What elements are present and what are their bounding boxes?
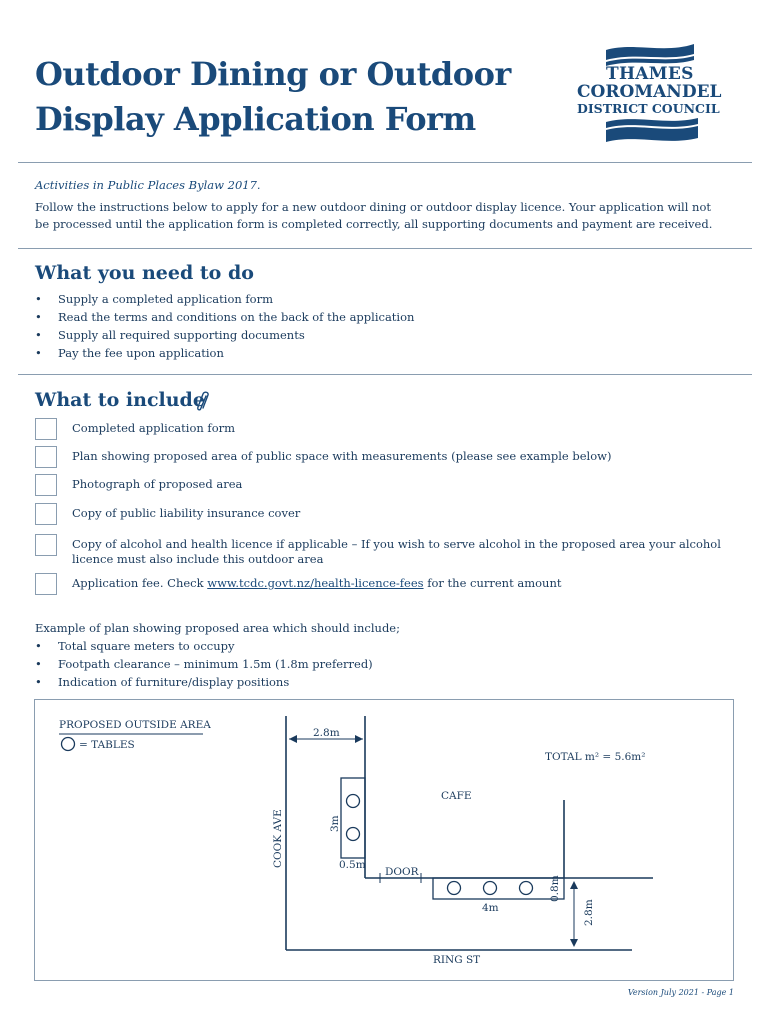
- checkbox-label: Plan showing proposed area of public space with measurements (please see example below): [72, 449, 612, 463]
- council-logo: [574, 40, 736, 146]
- legend-tables: = TABLES: [79, 739, 135, 751]
- section-heading-what-to-do: What you need to do: [35, 262, 254, 284]
- table-circle-icon: [448, 882, 461, 895]
- logo-text-thames: THAMES: [606, 64, 694, 84]
- list-item: • Supply a completed application form: [35, 290, 414, 308]
- logo-text-council: DISTRICT COUNCIL: [577, 101, 720, 116]
- dimension-3m: 3m: [329, 815, 341, 832]
- checkbox-label: Photograph of proposed area: [72, 477, 243, 491]
- divider: [18, 248, 752, 249]
- list-item: • Total square meters to occupy: [35, 637, 373, 655]
- table-circle-icon: [484, 882, 497, 895]
- paperclip-icon: [196, 390, 210, 414]
- table-circle-icon: [520, 882, 533, 895]
- example-list: [35, 637, 373, 691]
- arrow-down-icon: [570, 939, 578, 947]
- list-item: • Pay the fee upon application: [35, 344, 414, 362]
- list-item: • Footpath clearance – minimum 1.5m (1.8m preferred): [35, 655, 373, 673]
- section-heading-what-to-include: What to include: [35, 389, 205, 411]
- what-to-do-list: [35, 290, 414, 362]
- dimension-top: 2.8m: [313, 727, 340, 739]
- arrow-up-icon: [570, 881, 578, 889]
- dimension-0-5m: 0.5m: [339, 859, 366, 871]
- checkbox-label: [72, 576, 762, 591]
- arrow-right-icon: [355, 735, 363, 743]
- checkbox-label: Copy of public liability insurance cover: [72, 506, 301, 520]
- fee-label-pre: Application fee. Check: [72, 576, 208, 590]
- dimension-0-8m: 0.8m: [549, 875, 561, 902]
- checkbox[interactable]: [35, 446, 57, 468]
- checkbox-label: Copy of alcohol and health licence if applicable – If you wish to serve alcohol in the proposed area your alcohol licence must also include this outdoor area: [72, 537, 721, 566]
- bylaw-reference: Activities in Public Places Bylaw 2017.: [35, 178, 261, 192]
- checkbox-label: Completed application form: [72, 421, 236, 435]
- dimension-2-8m-right: 2.8m: [583, 899, 595, 926]
- table-circle-icon: [347, 795, 360, 808]
- legend-title: PROPOSED OUTSIDE AREA: [59, 719, 211, 731]
- arrow-left-icon: [289, 735, 297, 743]
- example-intro: Example of plan showing proposed area which should include;: [35, 621, 400, 635]
- intro-text: Follow the instructions below to apply for a new outdoor dining or outdoor display licence. Your application will not be processed until the application form is completed correctly, all supporting documents and payment are received.: [35, 200, 713, 231]
- title-line-2: Display Application Form: [35, 100, 476, 138]
- checkbox[interactable]: [35, 418, 57, 440]
- fee-link[interactable]: www.tcdc.govt.nz/health-licence-fees: [207, 576, 424, 590]
- page-title: [35, 52, 511, 142]
- example-plan-diagram: [34, 699, 734, 981]
- divider: [18, 374, 752, 375]
- list-item: • Indication of furniture/display positions: [35, 673, 373, 691]
- logo-text-coromandel: COROMANDEL: [577, 82, 722, 102]
- title-line-1: Outdoor Dining or Outdoor: [35, 55, 511, 93]
- door-label: DOOR: [385, 866, 419, 878]
- legend-table-circle-icon: [62, 738, 75, 751]
- checkbox[interactable]: [35, 573, 57, 595]
- side-outdoor-area: [341, 778, 365, 858]
- cafe-label: CAFE: [441, 790, 472, 802]
- fee-label-post: for the current amount: [423, 576, 562, 590]
- divider: [18, 162, 752, 163]
- page-footer: Version July 2021 - Page 1: [627, 988, 734, 997]
- checkbox[interactable]: [35, 503, 57, 525]
- plan-drawing: [35, 700, 735, 982]
- table-circle-icon: [347, 828, 360, 841]
- checkbox[interactable]: [35, 534, 57, 556]
- list-item: • Supply all required supporting documents: [35, 326, 414, 344]
- checkbox[interactable]: [35, 474, 57, 496]
- total-area: TOTAL m² = 5.6m²: [545, 751, 646, 763]
- ring-st-label: RING ST: [433, 954, 481, 966]
- dimension-4m: 4m: [482, 902, 499, 914]
- cook-ave-label: COOK AVE: [272, 809, 284, 868]
- list-item: • Read the terms and conditions on the back of the application: [35, 308, 414, 326]
